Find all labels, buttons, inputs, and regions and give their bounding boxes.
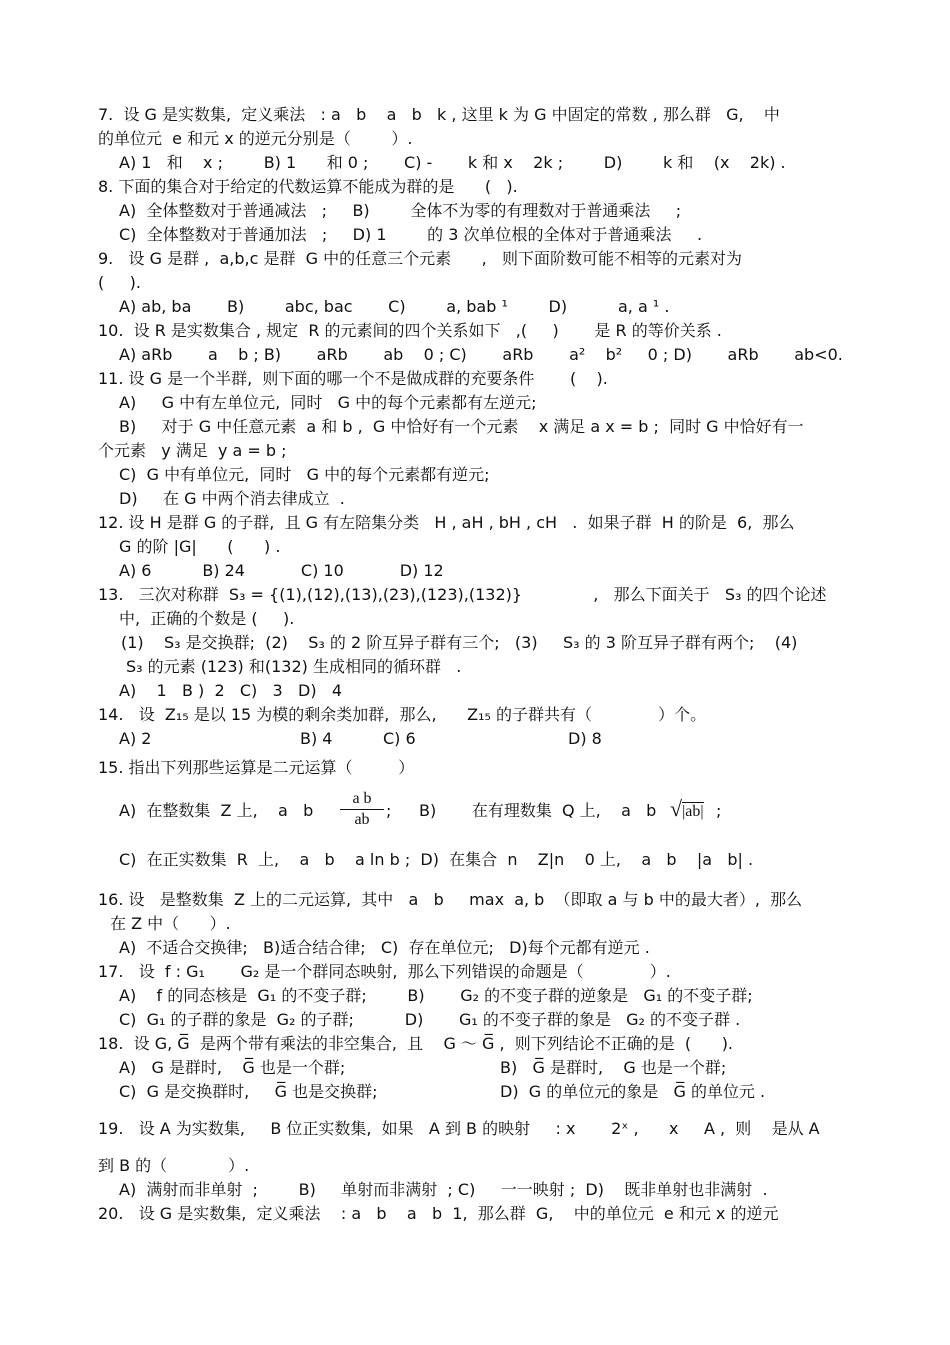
q18-option-c: C) G 是交换群时, G̅ 也是交换群; <box>119 1082 378 1101</box>
q13-line-1: 13. 三次对称群 S₃ = {(1),(12),(13),(23),(123),(132)} , 那么下面关于 S₃ 的四个论述 <box>98 585 827 604</box>
sqrt-radicand: |ab| <box>682 803 704 820</box>
q9-line-2: ( ). <box>98 273 141 292</box>
q7-line-2: 的单位元 e 和元 x 的逆元分别是（ ）. <box>98 129 413 148</box>
q15-option-b-end: ; <box>716 801 722 820</box>
q15-fraction <box>340 790 384 829</box>
q8-options-cd: C) 全体整数对于普通加法 ; D) 1 的 3 次单位根的全体对于普通乘法 . <box>119 225 703 244</box>
q15-sqrt-expression <box>670 796 704 822</box>
q11-option-d: D) 在 G 中两个消去律成立 . <box>119 489 345 508</box>
sqrt-radical-icon: √ <box>670 796 683 821</box>
q12-line-1: 12. 设 H 是群 G 的子群, 且 G 有左陪集分类 H , aH , bH , cH . 如果子群 H 的阶是 6, 那么 <box>98 513 795 532</box>
q17-options-ab: A) f 的同态核是 G₁ 的不变子群; B) G₂ 的不变子群的逆象是 G₁ 的不变子群; <box>119 986 753 1005</box>
q18-option-b: B) G̅ 是群时, G 也是一个群; <box>500 1058 727 1077</box>
q12-line-2: G 的阶 |G| ( ) . <box>119 537 281 556</box>
q9-options: A) ab, ba B) abc, bac C) a, bab ¹ D) a, a ¹ . <box>119 297 670 316</box>
q19-line-1: 19. 设 A 为实数集, B 位正实数集, 如果 A 到 B 的映射 : x 2ˣ , x A , 则 是从 A <box>98 1119 820 1138</box>
q18-line-1: 18. 设 G, G̅ 是两个带有乘法的非空集合, 且 G ～ G̅ , 则下列结论不正确的是 ( ). <box>98 1034 734 1053</box>
q18-option-a: A) G 是群时, G̅ 也是一个群; <box>119 1058 346 1077</box>
q7-line-1: 7. 设 G 是实数集, 定义乘法 : a b a b k , 这里 k 为 G 中固定的常数 , 那么群 G, 中 <box>98 105 780 124</box>
q14-option-c: C) 6 <box>383 729 416 748</box>
q7-options: A) 1 和 x ; B) 1 和 0 ; C) - k 和 x 2k ; D) k 和 (x 2k) . <box>119 153 786 172</box>
q14-option-b: B) 4 <box>300 729 333 748</box>
q12-options: A) 6 B) 24 C) 10 D) 12 <box>119 561 444 580</box>
q16-line-1: 16. 设 是整数集 Z 上的二元运算, 其中 a b max a, b （即取 a 与 b 中的最大者）, 那么 <box>98 890 803 909</box>
q15-options-cd: C) 在正实数集 R 上, a b a ln b ; D) 在集合 n Z|n 0 上, a b |a b| . <box>119 850 754 869</box>
q10-line-1: 10. 设 R 是实数集合 , 规定 R 的元素间的四个关系如下 ,( ) 是 R 的等价关系 . <box>98 321 722 340</box>
q11-option-b-2: 个元素 y 满足 y a = b ; <box>98 441 287 460</box>
q11-option-b-1: B) 对于 G 中任意元素 a 和 b , G 中恰好有一个元素 x 满足 a x = b ; 同时 G 中恰好有一 <box>119 417 804 436</box>
q18-option-d: D) G 的单位元的象是 G̅ 的单位元 . <box>500 1082 766 1101</box>
q14-line-1: 14. 设 Z₁₅ 是以 15 为模的剩余类加群, 那么, Z₁₅ 的子群共有（ ）个。 <box>98 705 707 724</box>
q17-line-1: 17. 设 f : G₁ G₂ 是一个群同态映射, 那么下列错误的命题是（ ）. <box>98 962 671 981</box>
q16-options: A) 不适合交换律; B)适合结合律; C) 存在单位元; D)每个元都有逆元 . <box>119 938 650 957</box>
q15-option-a-end: ; <box>386 801 392 820</box>
q8-line-1: 8. 下面的集合对于给定的代数运算不能成为群的是 ( ). <box>98 177 518 196</box>
q19-options: A) 满射而非单射 ; B) 单射而非满射 ; C) 一一映射 ; D) 既非单射也非满射 . <box>119 1180 768 1199</box>
q13-statements-2: S₃ 的元素 (123) 和(132) 生成相同的循环群 . <box>126 657 462 676</box>
q9-line-1: 9. 设 G 是群 , a,b,c 是群 G 中的任意三个元素 , 则下面阶数可能不相等的元素对为 <box>98 249 742 268</box>
q11-option-c: C) G 中有单位元, 同时 G 中的每个元素都有逆元; <box>119 465 490 484</box>
q13-options: A) 1 B ) 2 C) 3 D) 4 <box>119 681 342 700</box>
q20-line-1: 20. 设 G 是实数集, 定义乘法 : a b a b 1, 那么群 G, 中的单位元 e 和元 x 的逆元 <box>98 1204 779 1223</box>
q8-options-ab: A) 全体整数对于普通减法 ; B) 全体不为零的有理数对于普通乘法 ; <box>119 201 682 220</box>
q13-statements-1: (1) S₃ 是交换群; (2) S₃ 的 2 阶互异子群有三个; (3) S₃ 的 3 阶互异子群有两个; (4) <box>121 633 798 652</box>
fraction-numerator: a b <box>352 790 372 807</box>
q13-line-2: 中, 正确的个数是 ( ). <box>119 609 295 628</box>
q11-option-a: A) G 中有左单位元, 同时 G 中的每个元素都有左逆元; <box>119 393 537 412</box>
q14-option-a: A) 2 <box>119 729 152 748</box>
q17-options-cd: C) G₁ 的子群的象是 G₂ 的子群; D) G₁ 的不变子群的象是 G₂ 的不变子群 . <box>119 1010 741 1029</box>
q19-line-2: 到 B 的（ ）. <box>98 1156 250 1175</box>
fraction-bar <box>340 809 384 810</box>
q15-option-a-prefix: A) 在整数集 Z 上, a b <box>119 801 314 820</box>
fraction-denominator: ab <box>354 811 370 828</box>
q15-option-b-prefix: B) 在有理数集 Q 上, a b <box>419 801 657 820</box>
q14-option-d: D) 8 <box>568 729 602 748</box>
q16-line-2: 在 Z 中（ ）. <box>110 914 231 933</box>
q10-options: A) aRb a b ; B) aRb ab 0 ; C) aRb a² b² 0 ; D) aRb ab<0. <box>119 345 843 364</box>
q15-line-1: 15. 指出下列那些运算是二元运算（ ） <box>98 758 415 777</box>
q11-line-1: 11. 设 G 是一个半群, 则下面的哪一个不是做成群的充要条件 ( ). <box>98 369 608 388</box>
